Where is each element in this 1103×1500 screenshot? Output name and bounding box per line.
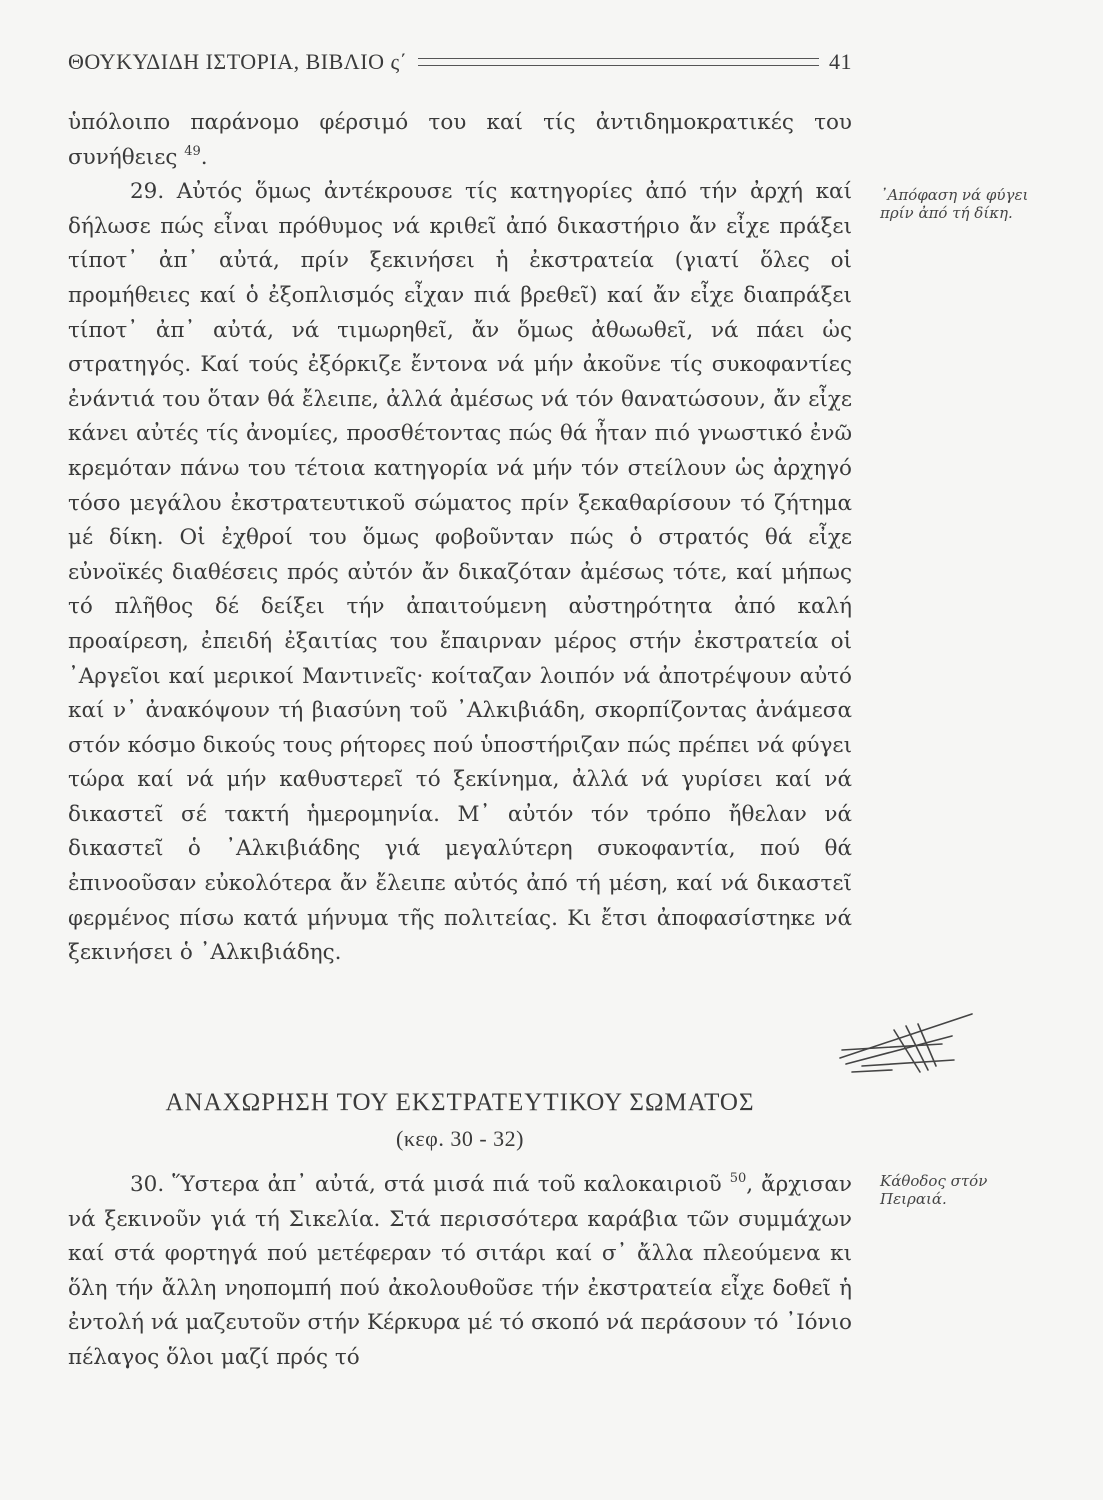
- margin-note-departure: Κάθοδος στόν Πειραιά.: [880, 1172, 988, 1208]
- header-double-rule: [418, 58, 820, 66]
- running-header: [68, 44, 852, 80]
- section-subtitle: (κεφ. 30 - 32): [396, 1126, 524, 1151]
- section-title: ΑΝΑΧΩΡΗΣΗ ΤΟΥ ΕΚΣΤΡΑΤΕΥΤΙΚΟΥ ΣΩΜΑΤΟΣ: [165, 1089, 755, 1116]
- paragraph-rest: , ἄρχισαν νά ξεκινοῦν γιά τή Σικελία. Στά περισσότερα καράβια τῶν συμμάχων καί στά φορτηγά πού μετέφεραν τό σιτάρι καί σ᾽ ἄλλα πλεούμενα κι ὅλη τήν ἄλλη νηοπομπή πού ἀκολουθοῦσε τήν ἐκστρατεία εἶχε δοθεῖ ἡ ἐντολή νά μαζευτοῦν στήν Κέρκυρα μέ τό σκοπό νά περάσουν τό ᾽Ιόνιο πέλαγος ὅλοι μαζί πρός τό: [68, 1172, 852, 1370]
- handwritten-scribble-mark: [832, 1000, 982, 1080]
- main-text-block-2: [68, 1168, 852, 1376]
- margin-note-decision: ᾽Απόφαση νά φύγει πρίν ἀπό τή δίκη.: [880, 186, 1029, 222]
- main-text-block-1: [68, 106, 852, 971]
- paragraph-30: [68, 1168, 852, 1376]
- paragraph-text: ὑπόλοιπο παράνομο φέρσιμό του καί τίς ἀντιδημοκρατικές του συνήθειες: [68, 110, 852, 170]
- paragraph-continuation: [68, 106, 852, 175]
- header-title: ΘΟΥΚΥΔΙΔΗ ΙΣΤΟΡΙΑ, ΒΙΒΛΙΟ ς΄: [68, 49, 408, 74]
- paragraph-end: .: [200, 144, 208, 170]
- paragraph-text: 30. Ὕστερα ἀπ᾽ αὐτά, στά μισά πιά τοῦ καλοκαιριοῦ: [130, 1172, 730, 1197]
- paragraph-29: 29. Αὐτός ὅμως ἀντέκρουσε τίς κατηγορίες ἀπό τήν ἀρχή καί δήλωσε πώς εἶναι πρόθυμος νά κριθεῖ ἀπό δικαστήριο ἄν εἶχε πράξει τίποτ᾽ ἀπ᾽ αὐτά, πρίν ξεκινήσει ἡ ἐκστρατεία (γιατί ὅλες οἱ προμήθειες καί ὁ ἐξοπλισμός εἶχαν πιά βρεθεῖ) καί ἄν εἶχε διαπράξει τίποτ᾽ ἀπ᾽ αὐτά, νά τιμωρηθεῖ, ἄν ὅμως ἀθωωθεῖ, νά πάει ὡς στρατηγός. Καί τούς ἐξόρκιζε ἔντονα νά μήν ἀκοῦνε τίς συκοφαντίες ἐνάντιά του ὅταν θά ἔλειπε, ἀλλά ἀμέσως νά τόν θανατώσουν, ἄν εἶχε κάνει αὐτές τίς ἀνομίες, προσθέτοντας πώς θά ἦταν πιό γνωστικό ἐνῶ κρεμόταν πάνω του τέτοια κατηγορία νά μήν τόν στείλουν ὡς ἀρχηγό τόσο μεγάλου ἐκστρατευτικοῦ σώματος πρίν ξεκαθαρίσουν τό ζήτημα μέ δίκη. Οἱ ἐχθροί του ὅμως φοβοῦνταν πώς ὁ στρατός θά εἶχε εὐνοϊκές διαθέσεις πρός αὐτόν ἄν δικαζόταν ἀμέσως τότε, καί μήπως τό πλῆθος δέ δείξει τήν ἀπαιτούμενη αὐστηρότητα ἀπό καλή προαίρεση, ἐπειδή ἐξαιτίας του ἔπαιρναν μέρος στήν ἐκστρατεία οἱ ᾽Αργεῖοι καί μερικοί Μαντινεῖς· κοίταζαν λοιπόν νά ἀποτρέψουν αὐτό καί ν᾽ ἀνακόψουν τή βιασύνη τοῦ ᾽Αλκιβιάδη, σκορπίζοντας ἀνάμεσα στόν κόσμο δικούς τους ρήτορες πού ὑποστήριζαν πώς πρέπει νά φύγει τώρα καί νά μήν καθυστερεῖ τό ξεκίνημα, ἀλλά νά γυρίσει καί νά δικαστεῖ σέ τακτή ἡμερομηνία. Μ᾽ αὐτόν τόν τρόπο ἤθελαν νά δικαστεῖ ὁ ᾽Αλκιβιάδης γιά μεγαλύτερη συκοφαντία, πού θά ἐπινοοῦσαν εὐκολότερα ἄν ἔλειπε αὐτός ἀπό τή μέση, καί νά δικαστεῖ φερμένος πίσω κατά μήνυμα τῆς πολιτείας. Κι ἔτσι ἀποφασίστηκε νά ξεκινήσει ὁ ᾽Αλκιβιάδης.: [68, 179, 852, 966]
- section-heading: [68, 1085, 852, 1157]
- footnote-ref-50: 50: [729, 1171, 747, 1186]
- page-number: 41: [829, 49, 852, 74]
- footnote-ref-49: 49: [184, 143, 201, 159]
